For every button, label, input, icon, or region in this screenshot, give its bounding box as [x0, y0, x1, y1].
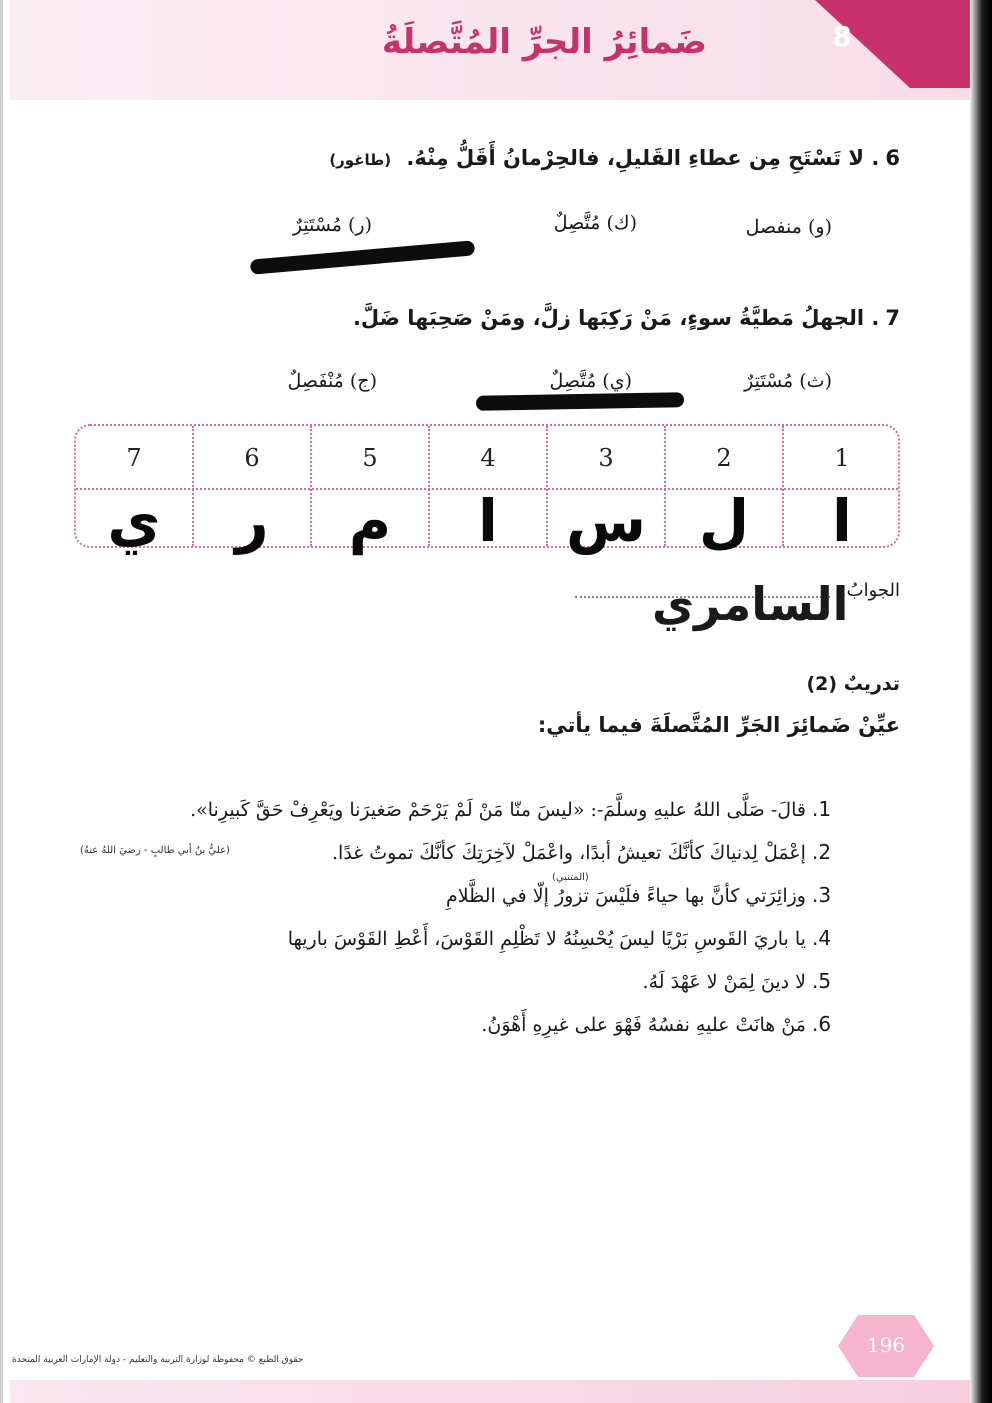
grid-letter-1[interactable]: ا — [832, 487, 852, 555]
option-6-w[interactable]: (و) منفصل — [745, 216, 832, 238]
grid-letter-2[interactable]: ل — [698, 487, 750, 555]
page-title: ضَمائِرُ الجرِّ المُتَّصلَةُ — [381, 22, 707, 62]
page-right-edge — [970, 0, 992, 1403]
item-text: لا دينَ لِمَنْ لا عَهْدَ لَهُ. — [642, 971, 806, 993]
question-number: 6 — [885, 146, 900, 170]
grid-number-6: 6 — [244, 444, 260, 472]
grid-number-5: 5 — [362, 444, 378, 472]
footer-band — [10, 1380, 970, 1403]
exercise-item-3 — [446, 883, 852, 907]
exercise-item-2 — [332, 840, 852, 864]
answer-value[interactable]: السامري — [652, 577, 849, 631]
item-number: 5. — [812, 969, 832, 993]
grid-number-7: 7 — [126, 444, 142, 472]
exercise-instruction: عيِّنْ ضَمائِرَ الجَرِّ المُتَّصلَةَ فيما يأتي: — [537, 713, 900, 737]
question-text: لا تَسْتَحِ مِن عطاءِ القَليلِ، فالحِرْمانُ أَقَلُّ مِنْهُ. — [406, 146, 865, 170]
item-3-attribution: (المتنبي) — [552, 872, 589, 883]
lesson-number: 8 — [832, 20, 852, 53]
page-number: 196 — [866, 1333, 906, 1357]
item-number: 1. — [812, 797, 832, 821]
option-7-y[interactable]: (ي) مُتَّصِلٌ — [549, 370, 632, 392]
item-text: إعْمَلْ لِدنياكَ كأنَّكَ تعيشُ أبدًا، واعْمَلْ لآخِرَتِكَ كأنَّكَ تموتُ غدًا. — [332, 842, 806, 864]
item-number: 3. — [812, 883, 832, 907]
question-6: 6. لا تَسْتَحِ مِن عطاءِ القَليلِ، فالحِرْمانُ أَقَلُّ مِنْهُ. (طاغور) — [329, 146, 900, 170]
option-7-th[interactable]: (ث) مُسْتَتِرٌ — [744, 370, 832, 392]
grid-number-2: 2 — [716, 444, 732, 472]
option-7-j[interactable]: (ج) مُنْفَصِلٌ — [287, 370, 377, 392]
exercise-item-6 — [481, 1012, 852, 1036]
grid-letter-5[interactable]: م — [348, 487, 392, 555]
item-text: قالَ- صَلَّى اللهُ عليهِ وسلَّمَ-: «ليسَ منّا مَنْ لَمْ يَرْحَمْ صَغيرَنا ويَعْرِفْ حَقَّ كَبيرِنا». — [190, 799, 806, 821]
grid-letter-3[interactable]: س — [565, 487, 647, 555]
exercise-item-4 — [288, 926, 852, 950]
grid-number-1: 1 — [834, 444, 850, 472]
exercise-item-1 — [190, 797, 852, 821]
grid-number-3: 3 — [598, 444, 614, 472]
question-7: 7. الجهلُ مَطيَّةُ سوءٍ، مَنْ رَكِبَها زلَّ، ومَنْ صَحِبَها ضَلَّ. — [352, 306, 900, 330]
question-citation: (طاغور) — [329, 151, 392, 169]
item-number: 6. — [812, 1012, 832, 1036]
option-6-k[interactable]: (ك) مُتَّصِلٌ — [553, 212, 637, 234]
item-number: 4. — [812, 926, 832, 950]
letter-grid — [74, 424, 900, 555]
grid-letter-4[interactable]: ا — [478, 487, 498, 555]
page-left-edge — [0, 0, 3, 1403]
answer-label: الجوابُ: — [840, 580, 900, 601]
handwritten-underline — [476, 392, 684, 411]
item-text: يا باريَ القَوسِ بَرْيًا ليسَ يُحْسِنُهُ لا تَظْلِمِ القَوْسَ، أَعْطِ القَوْسَ باريها — [287, 928, 806, 950]
grid-number-4: 4 — [480, 444, 496, 472]
question-text: الجهلُ مَطيَّةُ سوءٍ، مَنْ رَكِبَها زلَّ، ومَنْ صَحِبَها ضَلَّ. — [352, 306, 865, 330]
handwritten-underline — [250, 240, 475, 275]
option-6-r[interactable]: (ر) مُسْتَتِرٌ — [292, 214, 372, 236]
exercise-item-5 — [643, 969, 852, 993]
exercise-title: تدريبٌ (2) — [806, 673, 900, 695]
copyright-notice: حقوق الطبع © محفوظة لوزارة التربية والتعليم - دولة الإمارات العربية المتحدة — [12, 1355, 304, 1365]
item-text: مَنْ هانَتْ عليهِ نفسُهُ فَهْوَ على غيرِهِ أَهْوَنُ. — [481, 1014, 806, 1036]
item-number: 2. — [812, 840, 832, 864]
grid-letter-7[interactable]: ي — [107, 487, 161, 555]
grid-letter-6[interactable]: ر — [235, 487, 269, 555]
item-2-attribution: (عليُّ بنُ أبي طالبٍ - رضيَ اللهُ عنهُ) — [80, 845, 230, 856]
item-text: وزائِرَتي كأنَّ بها حياءً فلَيْسَ تزورُ إلّا في الظَّلامِ — [446, 885, 806, 907]
question-number: 7 — [885, 306, 900, 330]
